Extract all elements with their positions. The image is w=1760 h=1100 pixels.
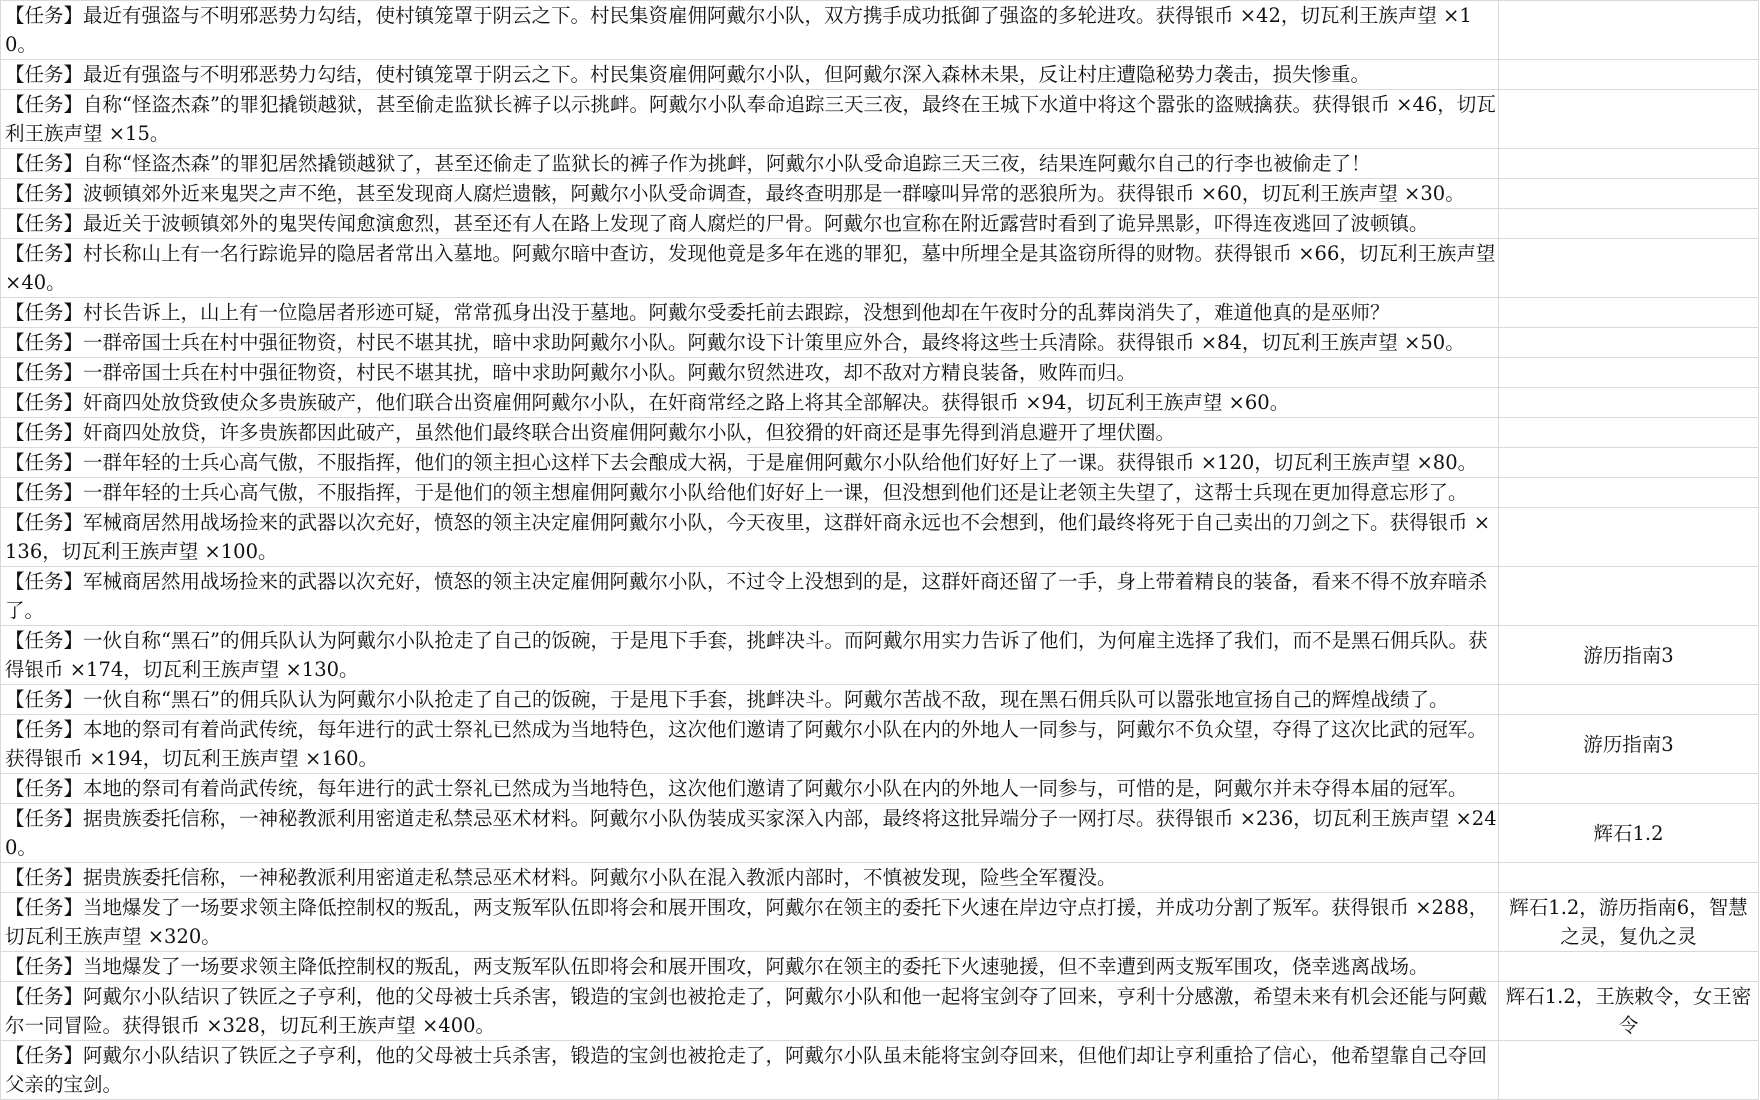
table-row[interactable] [1, 804, 1759, 863]
table-row[interactable] [1, 448, 1759, 478]
table-row[interactable] [1, 358, 1759, 388]
table-row[interactable] [1, 774, 1759, 804]
reward-cell[interactable] [1499, 60, 1759, 90]
table-row[interactable] [1, 715, 1759, 774]
reward-cell[interactable] [1499, 478, 1759, 508]
quest-text-cell[interactable]: 【任务】阿戴尔小队结识了铁匠之子亨利，他的父母被士兵杀害，锻造的宝剑也被抢走了，阿戴尔小队和他一起将宝剑夺了回来，亨利十分感激，希望未来有机会还能与阿戴尔一同冒险。获得银币 ×328，切瓦利王族声望 ×400。 [1, 982, 1499, 1041]
quest-text-cell[interactable]: 【任务】一伙自称“黑石”的佣兵队认为阿戴尔小队抢走了自己的饭碗，于是甩下手套，挑衅决斗。而阿戴尔用实力告诉了他们，为何雇主选择了我们，而不是黑石佣兵队。获得银币 ×174，切瓦利王族声望 ×130。 [1, 626, 1499, 685]
quest-text-cell[interactable]: 【任务】一伙自称“黑石”的佣兵队认为阿戴尔小队抢走了自己的饭碗，于是甩下手套，挑衅决斗。阿戴尔苦战不敌，现在黑石佣兵队可以嚣张地宣扬自己的辉煌战绩了。 [1, 685, 1499, 715]
table-row[interactable] [1, 567, 1759, 626]
reward-cell[interactable] [1499, 448, 1759, 478]
table-row[interactable] [1, 239, 1759, 298]
reward-cell[interactable] [1499, 567, 1759, 626]
quest-table-body [1, 1, 1759, 1100]
table-row[interactable] [1, 1041, 1759, 1100]
reward-cell[interactable]: 游历指南3 [1499, 626, 1759, 685]
quest-text-cell[interactable]: 【任务】军械商居然用战场捡来的武器以次充好，愤怒的领主决定雇佣阿戴尔小队，今天夜里，这群奸商永远也不会想到，他们最终将死于自己卖出的刀剑之下。获得银币 ×136，切瓦利王族声望 ×100。 [1, 508, 1499, 567]
quest-text-cell[interactable]: 【任务】据贵族委托信称，一神秘教派利用密道走私禁忌巫术材料。阿戴尔小队伪装成买家深入内部，最终将这批异端分子一网打尽。获得银币 ×236，切瓦利王族声望 ×240。 [1, 804, 1499, 863]
quest-text-cell[interactable]: 【任务】村长告诉上，山上有一位隐居者形迹可疑，常常孤身出没于墓地。阿戴尔受委托前去跟踪，没想到他却在午夜时分的乱葬岗消失了，难道他真的是巫师？ [1, 298, 1499, 328]
reward-cell[interactable] [1499, 863, 1759, 893]
table-row[interactable] [1, 388, 1759, 418]
quest-text-cell[interactable]: 【任务】自称“怪盗杰森”的罪犯居然撬锁越狱了，甚至还偷走了监狱长的裤子作为挑衅，阿戴尔小队受命追踪三天三夜，结果连阿戴尔自己的行李也被偷走了！ [1, 149, 1499, 179]
quest-text-cell[interactable]: 【任务】村长称山上有一名行踪诡异的隐居者常出入墓地。阿戴尔暗中查访，发现他竟是多年在逃的罪犯，墓中所埋全是其盗窃所得的财物。获得银币 ×66，切瓦利王族声望 ×40。 [1, 239, 1499, 298]
table-row[interactable] [1, 508, 1759, 567]
reward-cell[interactable] [1499, 1, 1759, 60]
reward-cell[interactable] [1499, 418, 1759, 448]
quest-text-cell[interactable]: 【任务】阿戴尔小队结识了铁匠之子亨利，他的父母被士兵杀害，锻造的宝剑也被抢走了，阿戴尔小队虽未能将宝剑夺回来，但他们却让亨利重拾了信心，他希望靠自己夺回父亲的宝剑。 [1, 1041, 1499, 1100]
quest-text-cell[interactable]: 【任务】最近关于波顿镇郊外的鬼哭传闻愈演愈烈，甚至还有人在路上发现了商人腐烂的尸骨。阿戴尔也宣称在附近露营时看到了诡异黑影，吓得连夜逃回了波顿镇。 [1, 209, 1499, 239]
reward-cell[interactable] [1499, 239, 1759, 298]
reward-cell[interactable] [1499, 952, 1759, 982]
table-row[interactable] [1, 149, 1759, 179]
quest-text-cell[interactable]: 【任务】本地的祭司有着尚武传统，每年进行的武士祭礼已然成为当地特色，这次他们邀请了阿戴尔小队在内的外地人一同参与，阿戴尔不负众望，夺得了这次比武的冠军。获得银币 ×194，切瓦利王族声望 ×160。 [1, 715, 1499, 774]
table-row[interactable] [1, 418, 1759, 448]
quest-text-cell[interactable]: 【任务】奸商四处放贷，许多贵族都因此破产，虽然他们最终联合出资雇佣阿戴尔小队，但狡猾的奸商还是事先得到消息避开了埋伏圈。 [1, 418, 1499, 448]
table-row[interactable] [1, 1, 1759, 60]
table-row[interactable] [1, 982, 1759, 1041]
reward-cell[interactable] [1499, 508, 1759, 567]
quest-text-cell[interactable]: 【任务】当地爆发了一场要求领主降低控制权的叛乱，两支叛军队伍即将会和展开围攻，阿戴尔在领主的委托下火速驰援，但不幸遭到两支叛军围攻，侥幸逃离战场。 [1, 952, 1499, 982]
reward-cell[interactable] [1499, 298, 1759, 328]
quest-text-cell[interactable]: 【任务】一群年轻的士兵心高气傲，不服指挥，他们的领主担心这样下去会酿成大祸，于是雇佣阿戴尔小队给他们好好上了一课。获得银币 ×120，切瓦利王族声望 ×80。 [1, 448, 1499, 478]
quest-text-cell[interactable]: 【任务】本地的祭司有着尚武传统，每年进行的武士祭礼已然成为当地特色，这次他们邀请了阿戴尔小队在内的外地人一同参与，可惜的是，阿戴尔并未夺得本届的冠军。 [1, 774, 1499, 804]
reward-cell[interactable] [1499, 388, 1759, 418]
table-row[interactable] [1, 179, 1759, 209]
reward-cell[interactable]: 辉石1.2 [1499, 804, 1759, 863]
table-row[interactable] [1, 626, 1759, 685]
reward-cell[interactable] [1499, 1041, 1759, 1100]
quest-text-cell[interactable]: 【任务】一群帝国士兵在村中强征物资，村民不堪其扰，暗中求助阿戴尔小队。阿戴尔设下计策里应外合，最终将这些士兵清除。获得银币 ×84，切瓦利王族声望 ×50。 [1, 328, 1499, 358]
table-row[interactable] [1, 685, 1759, 715]
reward-cell[interactable] [1499, 358, 1759, 388]
table-row[interactable] [1, 863, 1759, 893]
quest-text-cell[interactable]: 【任务】奸商四处放贷致使众多贵族破产，他们联合出资雇佣阿戴尔小队，在奸商常经之路上将其全部解决。获得银币 ×94，切瓦利王族声望 ×60。 [1, 388, 1499, 418]
quest-text-cell[interactable]: 【任务】军械商居然用战场捡来的武器以次充好，愤怒的领主决定雇佣阿戴尔小队，不过令上没想到的是，这群奸商还留了一手，身上带着精良的装备，看来不得不放弃暗杀了。 [1, 567, 1499, 626]
reward-cell[interactable] [1499, 209, 1759, 239]
quest-text-cell[interactable]: 【任务】一群年轻的士兵心高气傲，不服指挥，于是他们的领主想雇佣阿戴尔小队给他们好好上一课，但没想到他们还是让老领主失望了，这帮士兵现在更加得意忘形了。 [1, 478, 1499, 508]
reward-cell[interactable] [1499, 774, 1759, 804]
quest-text-cell[interactable]: 【任务】波顿镇郊外近来鬼哭之声不绝，甚至发现商人腐烂遗骸，阿戴尔小队受命调查，最终查明那是一群嚎叫异常的恶狼所为。获得银币 ×60，切瓦利王族声望 ×30。 [1, 179, 1499, 209]
reward-cell[interactable] [1499, 328, 1759, 358]
reward-cell[interactable] [1499, 149, 1759, 179]
reward-cell[interactable] [1499, 90, 1759, 149]
table-row[interactable] [1, 328, 1759, 358]
table-row[interactable] [1, 298, 1759, 328]
table-row[interactable] [1, 90, 1759, 149]
table-row[interactable] [1, 893, 1759, 952]
quest-text-cell[interactable]: 【任务】据贵族委托信称，一神秘教派利用密道走私禁忌巫术材料。阿戴尔小队在混入教派内部时，不慎被发现，险些全军覆没。 [1, 863, 1499, 893]
reward-cell[interactable] [1499, 685, 1759, 715]
table-row[interactable] [1, 60, 1759, 90]
reward-cell[interactable]: 游历指南3 [1499, 715, 1759, 774]
table-row[interactable] [1, 209, 1759, 239]
reward-cell[interactable]: 辉石1.2，王族敕令，女王密令 [1499, 982, 1759, 1041]
table-row[interactable] [1, 952, 1759, 982]
quest-text-cell[interactable]: 【任务】最近有强盗与不明邪恶势力勾结，使村镇笼罩于阴云之下。村民集资雇佣阿戴尔小队，但阿戴尔深入森林未果，反让村庄遭隐秘势力袭击，损失惨重。 [1, 60, 1499, 90]
quest-text-cell[interactable]: 【任务】当地爆发了一场要求领主降低控制权的叛乱，两支叛军队伍即将会和展开围攻，阿戴尔在领主的委托下火速在岸边守点打援，并成功分割了叛军。获得银币 ×288，切瓦利王族声望 ×320。 [1, 893, 1499, 952]
reward-cell[interactable] [1499, 179, 1759, 209]
reward-cell[interactable]: 辉石1.2，游历指南6，智慧之灵，复仇之灵 [1499, 893, 1759, 952]
quest-text-cell[interactable]: 【任务】最近有强盗与不明邪恶势力勾结，使村镇笼罩于阴云之下。村民集资雇佣阿戴尔小队，双方携手成功抵御了强盗的多轮进攻。获得银币 ×42，切瓦利王族声望 ×10。 [1, 1, 1499, 60]
table-row[interactable] [1, 478, 1759, 508]
quest-text-cell[interactable]: 【任务】自称“怪盗杰森”的罪犯撬锁越狱，甚至偷走监狱长裤子以示挑衅。阿戴尔小队奉命追踪三天三夜，最终在王城下水道中将这个嚣张的盗贼擒获。获得银币 ×46，切瓦利王族声望 ×15。 [1, 90, 1499, 149]
quest-text-cell[interactable]: 【任务】一群帝国士兵在村中强征物资，村民不堪其扰，暗中求助阿戴尔小队。阿戴尔贸然进攻，却不敌对方精良装备，败阵而归。 [1, 358, 1499, 388]
